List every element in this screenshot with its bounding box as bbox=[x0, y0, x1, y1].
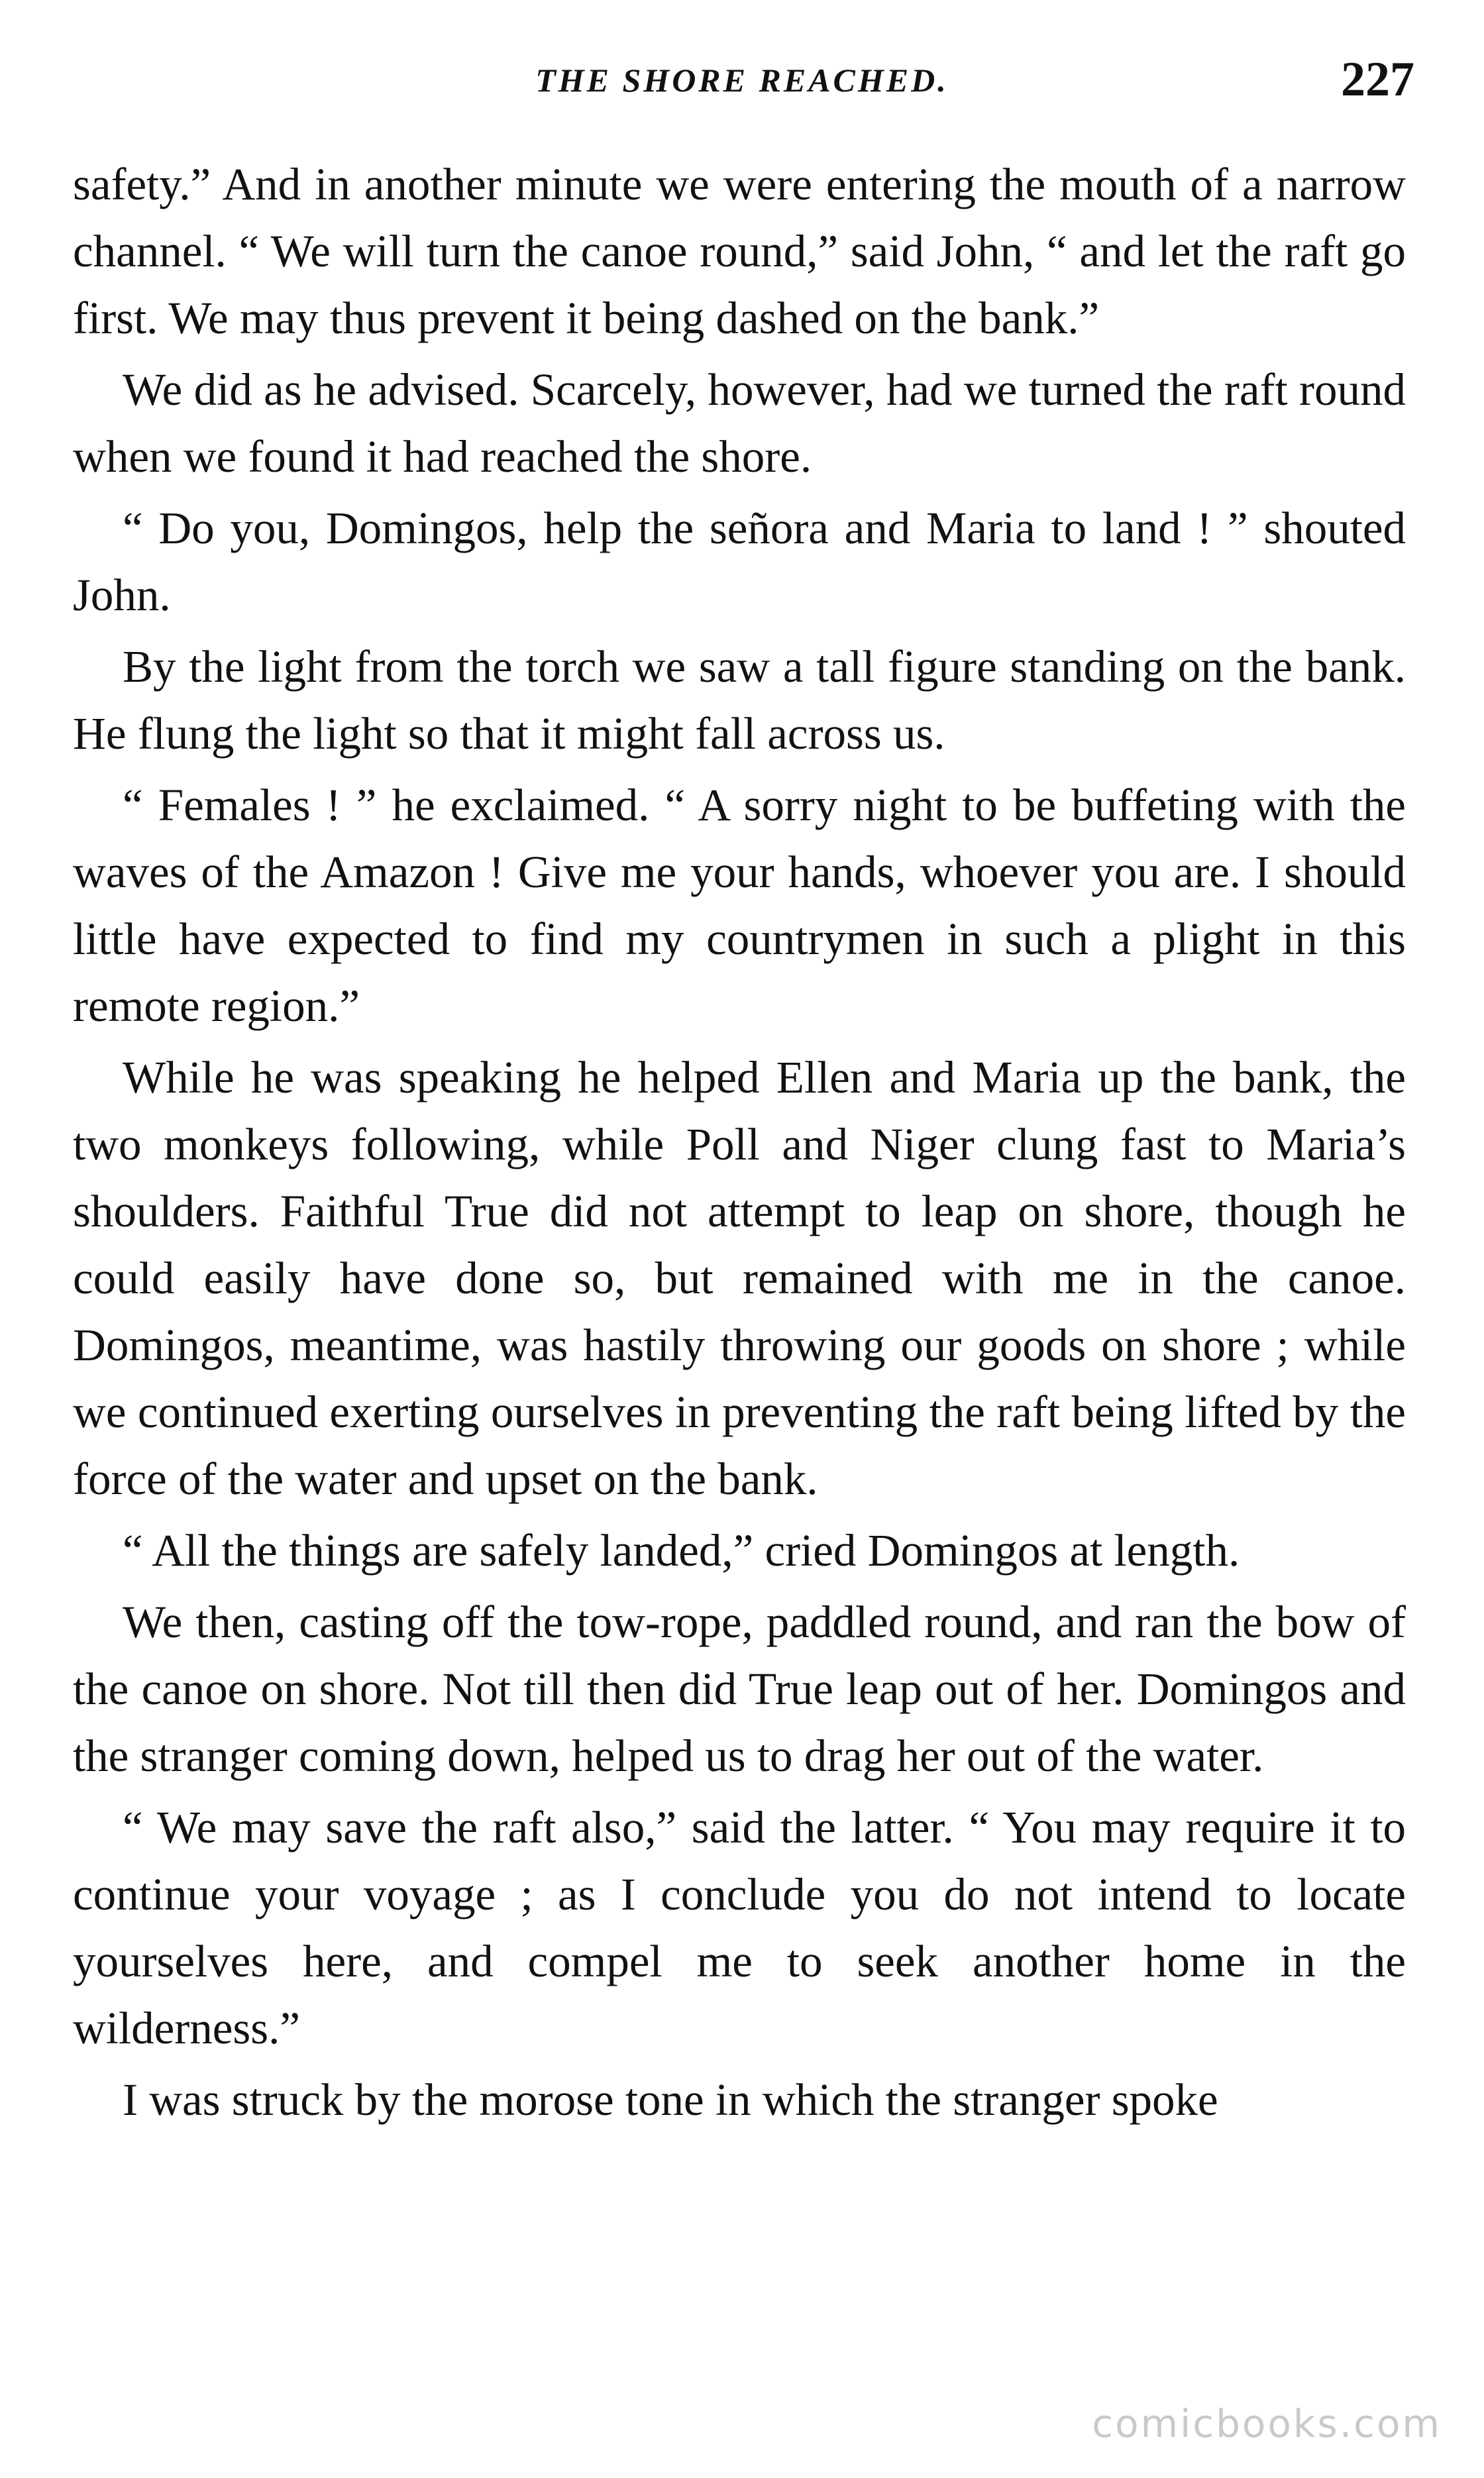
paragraph-continued: safety.” And in another minute we were entering the mouth of a narrow channel. “ We will turn the canoe round,” said John, “ and let the raft go first. We may thus prevent it being dashed on the bank.” bbox=[73, 159, 1406, 343]
paragraph: While he was speaking he helped Ellen and Maria up the bank, the two monkeys following, while Poll and Niger clung fast to Maria’s shoulders. Faithful True did not attempt to leap on shore, though he could easily have done so, but remained with me in the canoe. Domingos, meantime, was hastily throwing our goods on shore ; while we continued exerting ourselves in preventing the raft being lifted by the force of the water and upset on the bank. bbox=[73, 1052, 1406, 1504]
running-title: THE SHORE REACHED. bbox=[535, 62, 949, 99]
running-header bbox=[0, 52, 1484, 121]
paragraph: “ Females ! ” he exclaimed. “ A sorry night to be buffeting with the waves of the Amazon ! Give me your hands, whoever you are. I should little have expected to find my countrymen in such a plight in this remote region.” bbox=[73, 780, 1406, 1031]
paragraph: We did as he advised. Scarcely, however, had we turned the raft round when we found it had reached the shore. bbox=[73, 364, 1406, 482]
paragraph: “ Do you, Domingos, help the señora and Maria to land ! ” shouted John. bbox=[73, 503, 1406, 620]
watermark: comicbooks.com bbox=[1092, 2401, 1442, 2446]
paragraph: I was struck by the morose tone in which the stranger spoke bbox=[123, 2074, 1218, 2125]
paragraph: “ All the things are safely landed,” cried Domingos at length. bbox=[123, 1525, 1240, 1576]
paragraph: We then, casting off the tow-rope, paddled round, and ran the bow of the canoe on shore. Not till then did True leap out of her. Domingos and the stranger coming down, helped us to drag her out of the water. bbox=[73, 1597, 1406, 1781]
page-number: 227 bbox=[1341, 52, 1414, 107]
paragraph: By the light from the torch we saw a tall figure standing on the bank. He flung the light so that it might fall across us. bbox=[73, 641, 1406, 759]
body-text bbox=[73, 151, 1406, 2138]
paragraph: “ We may save the raft also,” said the latter. “ You may require it to continue your voyage ; as I conclude you do not intend to locate yourselves here, and compel me to seek another home in the wilderness.” bbox=[73, 1802, 1406, 2053]
